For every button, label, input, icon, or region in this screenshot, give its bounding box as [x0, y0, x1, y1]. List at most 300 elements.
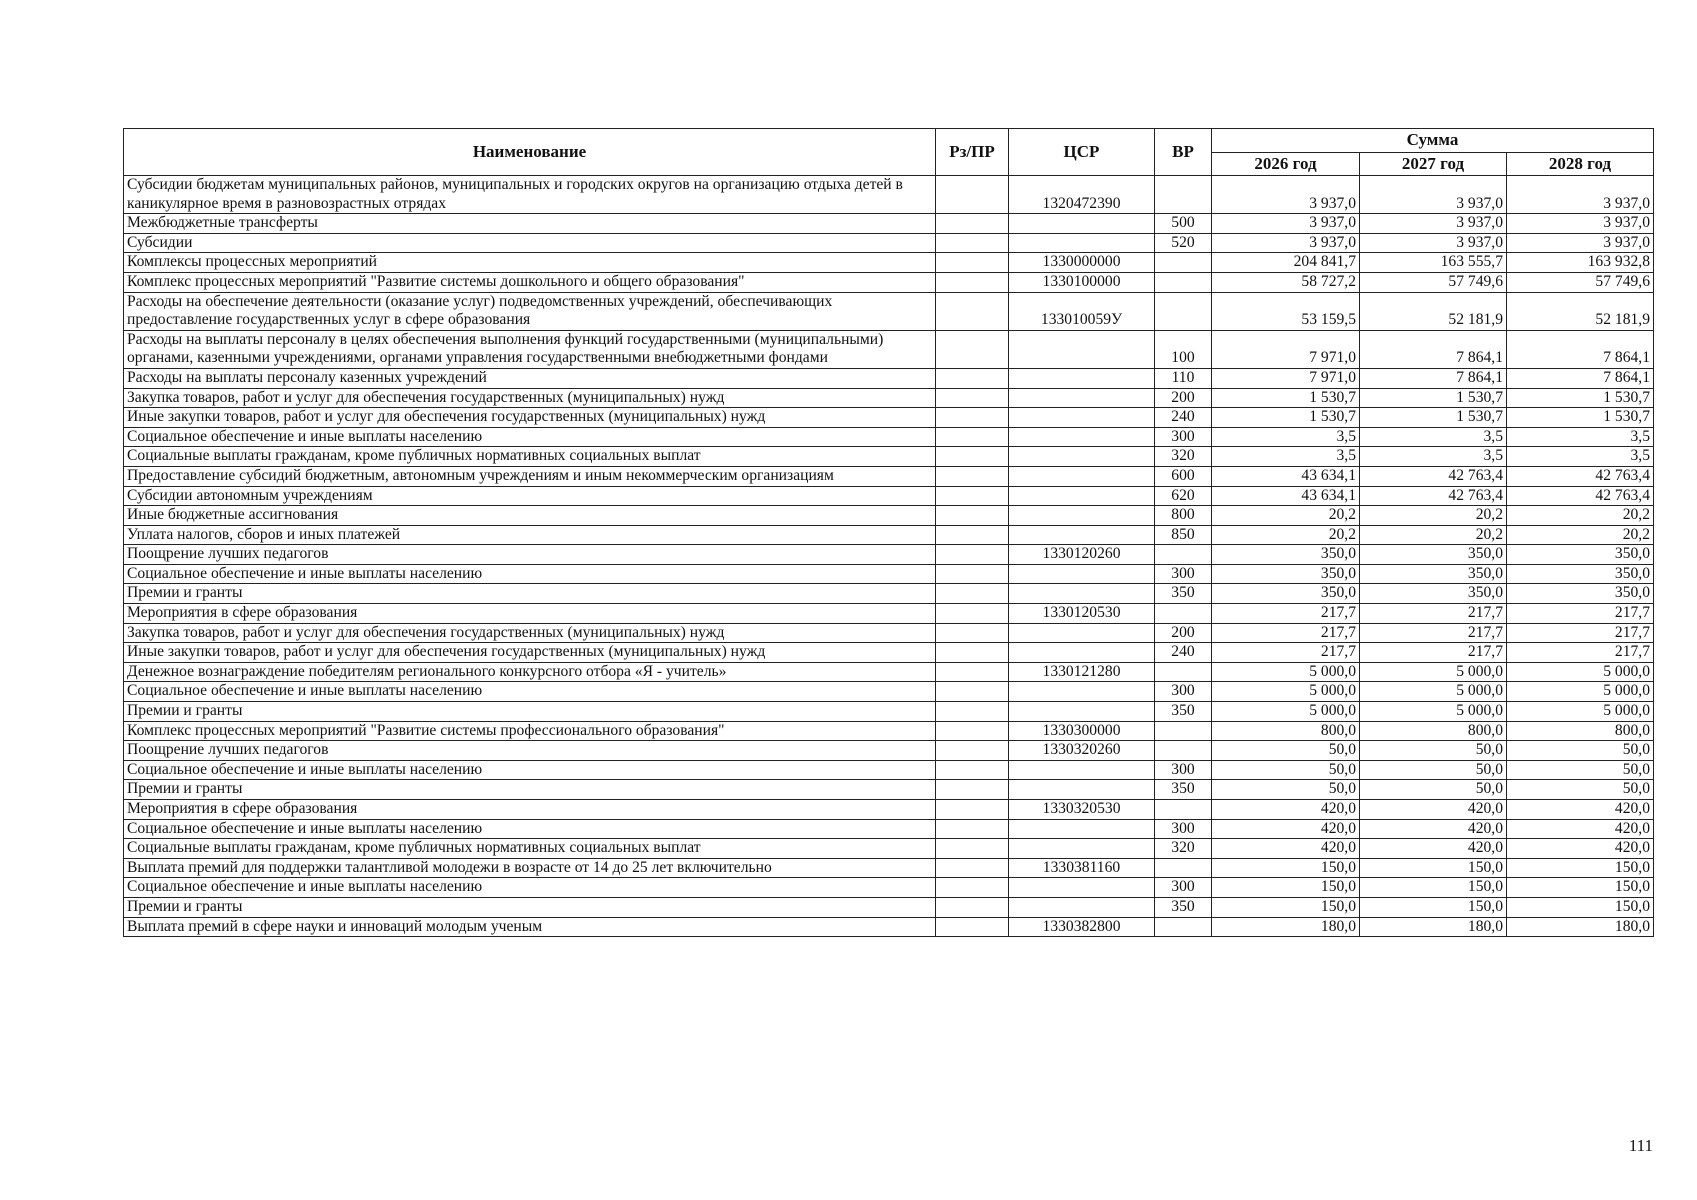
cell-2026: 5 000,0 [1212, 702, 1360, 722]
cell-2026: 50,0 [1212, 780, 1360, 800]
cell-csr [1009, 564, 1155, 584]
cell-rzpr [936, 623, 1009, 643]
cell-vr [1155, 917, 1212, 937]
cell-rzpr [936, 466, 1009, 486]
table-row [124, 702, 1654, 722]
cell-csr [1009, 330, 1155, 368]
cell-2027: 350,0 [1360, 564, 1507, 584]
cell-csr: 1330320260 [1009, 741, 1155, 761]
cell-2028: 3 937,0 [1507, 233, 1654, 253]
cell-2027: 420,0 [1360, 819, 1507, 839]
cell-name: Иные бюджетные ассигнования [124, 506, 936, 526]
cell-csr: 1330100000 [1009, 272, 1155, 292]
cell-2028: 57 749,6 [1507, 272, 1654, 292]
cell-name: Мероприятия в сфере образования [124, 604, 936, 624]
cell-2026: 3 937,0 [1212, 176, 1360, 214]
cell-rzpr [936, 525, 1009, 545]
cell-name: Закупка товаров, работ и услуг для обеспечения государственных (муниципальных) нужд [124, 388, 936, 408]
cell-2028: 150,0 [1507, 878, 1654, 898]
table-row [124, 780, 1654, 800]
cell-vr: 350 [1155, 702, 1212, 722]
cell-2028: 20,2 [1507, 506, 1654, 526]
cell-2028: 420,0 [1507, 839, 1654, 859]
table-row [124, 408, 1654, 428]
table-row [124, 176, 1654, 214]
cell-rzpr [936, 662, 1009, 682]
cell-name: Субсидии [124, 233, 936, 253]
cell-2027: 150,0 [1360, 858, 1507, 878]
cell-2027: 50,0 [1360, 760, 1507, 780]
cell-2028: 7 864,1 [1507, 330, 1654, 368]
cell-rzpr [936, 780, 1009, 800]
cell-2026: 5 000,0 [1212, 662, 1360, 682]
cell-2027: 20,2 [1360, 525, 1507, 545]
cell-2027: 50,0 [1360, 780, 1507, 800]
cell-rzpr [936, 330, 1009, 368]
table-row [124, 486, 1654, 506]
cell-2027: 217,7 [1360, 604, 1507, 624]
table-row [124, 272, 1654, 292]
table-row [124, 545, 1654, 565]
cell-2026: 350,0 [1212, 564, 1360, 584]
cell-vr: 350 [1155, 897, 1212, 917]
cell-2028: 5 000,0 [1507, 662, 1654, 682]
header-name: Наименование [124, 129, 936, 176]
cell-vr: 300 [1155, 878, 1212, 898]
header-year-2027: 2027 год [1360, 153, 1507, 176]
cell-vr: 350 [1155, 780, 1212, 800]
cell-name: Социальное обеспечение и иные выплаты населению [124, 564, 936, 584]
table-row [124, 506, 1654, 526]
cell-2027: 150,0 [1360, 878, 1507, 898]
cell-2027: 1 530,7 [1360, 408, 1507, 428]
cell-name: Премии и гранты [124, 584, 936, 604]
cell-vr: 200 [1155, 623, 1212, 643]
cell-2028: 350,0 [1507, 545, 1654, 565]
cell-2026: 217,7 [1212, 604, 1360, 624]
cell-rzpr [936, 253, 1009, 273]
cell-2026: 43 634,1 [1212, 466, 1360, 486]
cell-2026: 150,0 [1212, 858, 1360, 878]
cell-vr: 240 [1155, 643, 1212, 663]
cell-2026: 350,0 [1212, 545, 1360, 565]
cell-2026: 3,5 [1212, 427, 1360, 447]
cell-csr [1009, 682, 1155, 702]
table-row [124, 682, 1654, 702]
header-sum: Сумма [1212, 129, 1654, 153]
table-row [124, 466, 1654, 486]
cell-2027: 3,5 [1360, 447, 1507, 467]
cell-rzpr [936, 233, 1009, 253]
cell-2027: 800,0 [1360, 721, 1507, 741]
cell-rzpr [936, 486, 1009, 506]
cell-csr [1009, 878, 1155, 898]
cell-2028: 42 763,4 [1507, 486, 1654, 506]
cell-name: Мероприятия в сфере образования [124, 800, 936, 820]
cell-csr [1009, 760, 1155, 780]
cell-2028: 420,0 [1507, 800, 1654, 820]
cell-vr: 620 [1155, 486, 1212, 506]
table-row [124, 839, 1654, 859]
table-row [124, 604, 1654, 624]
cell-2028: 163 932,8 [1507, 253, 1654, 273]
cell-2028: 420,0 [1507, 819, 1654, 839]
cell-2027: 7 864,1 [1360, 330, 1507, 368]
cell-2026: 150,0 [1212, 897, 1360, 917]
cell-name: Премии и гранты [124, 897, 936, 917]
cell-csr [1009, 408, 1155, 428]
table-row [124, 800, 1654, 820]
cell-2026: 58 727,2 [1212, 272, 1360, 292]
table-row [124, 584, 1654, 604]
cell-csr [1009, 486, 1155, 506]
cell-2028: 1 530,7 [1507, 388, 1654, 408]
cell-name: Субсидии автономным учреждениям [124, 486, 936, 506]
cell-rzpr [936, 741, 1009, 761]
cell-vr: 300 [1155, 819, 1212, 839]
table-row [124, 214, 1654, 234]
cell-name: Субсидии бюджетам муниципальных районов, муниципальных и городских округов на организацию отдыха детей в каникулярное время в разновозрастных отрядах [124, 176, 936, 214]
cell-name: Выплата премий для поддержки талантливой молодежи в возрасте от 14 до 25 лет включительно [124, 858, 936, 878]
cell-csr: 1330382800 [1009, 917, 1155, 937]
cell-name: Социальное обеспечение и иные выплаты населению [124, 819, 936, 839]
cell-2027: 1 530,7 [1360, 388, 1507, 408]
cell-2026: 180,0 [1212, 917, 1360, 937]
cell-2028: 3 937,0 [1507, 214, 1654, 234]
cell-2028: 180,0 [1507, 917, 1654, 937]
cell-name: Денежное вознаграждение победителям регионального конкурсного отбора «Я - учитель» [124, 662, 936, 682]
cell-2028: 50,0 [1507, 760, 1654, 780]
cell-2026: 3,5 [1212, 447, 1360, 467]
page-number: 111 [1628, 1136, 1653, 1155]
cell-name: Поощрение лучших педагогов [124, 741, 936, 761]
cell-2026: 43 634,1 [1212, 486, 1360, 506]
header-year-2028: 2028 год [1507, 153, 1654, 176]
cell-2027: 180,0 [1360, 917, 1507, 937]
cell-vr: 110 [1155, 368, 1212, 388]
cell-csr [1009, 623, 1155, 643]
header-vr: ВР [1155, 129, 1212, 176]
cell-2027: 217,7 [1360, 623, 1507, 643]
cell-2026: 50,0 [1212, 760, 1360, 780]
cell-2026: 800,0 [1212, 721, 1360, 741]
table-row [124, 662, 1654, 682]
cell-name: Комплексы процессных мероприятий [124, 253, 936, 273]
cell-csr [1009, 584, 1155, 604]
cell-csr [1009, 214, 1155, 234]
cell-2026: 420,0 [1212, 819, 1360, 839]
cell-2028: 1 530,7 [1507, 408, 1654, 428]
cell-csr: 1320472390 [1009, 176, 1155, 214]
cell-name: Поощрение лучших педагогов [124, 545, 936, 565]
table-row [124, 427, 1654, 447]
cell-name: Социальное обеспечение и иные выплаты населению [124, 760, 936, 780]
cell-2028: 3 937,0 [1507, 176, 1654, 214]
cell-2026: 150,0 [1212, 878, 1360, 898]
table-body [124, 176, 1654, 937]
cell-2027: 420,0 [1360, 839, 1507, 859]
cell-name: Иные закупки товаров, работ и услуг для обеспечения государственных (муниципальных) нужд [124, 643, 936, 663]
cell-2028: 7 864,1 [1507, 368, 1654, 388]
cell-2027: 7 864,1 [1360, 368, 1507, 388]
cell-rzpr [936, 721, 1009, 741]
cell-rzpr [936, 176, 1009, 214]
table-row [124, 643, 1654, 663]
cell-2027: 5 000,0 [1360, 702, 1507, 722]
cell-rzpr [936, 545, 1009, 565]
cell-vr [1155, 741, 1212, 761]
cell-2026: 420,0 [1212, 800, 1360, 820]
cell-2026: 3 937,0 [1212, 214, 1360, 234]
cell-2026: 217,7 [1212, 623, 1360, 643]
cell-2026: 420,0 [1212, 839, 1360, 859]
cell-csr [1009, 897, 1155, 917]
table-row [124, 233, 1654, 253]
cell-name: Предоставление субсидий бюджетным, автономным учреждениям и иным некоммерческим организациям [124, 466, 936, 486]
cell-vr [1155, 662, 1212, 682]
table-row [124, 253, 1654, 273]
cell-2027: 217,7 [1360, 643, 1507, 663]
cell-rzpr [936, 447, 1009, 467]
cell-2027: 3,5 [1360, 427, 1507, 447]
cell-rzpr [936, 408, 1009, 428]
cell-2027: 3 937,0 [1360, 214, 1507, 234]
table-row [124, 447, 1654, 467]
table-row [124, 741, 1654, 761]
cell-2028: 350,0 [1507, 584, 1654, 604]
cell-vr: 850 [1155, 525, 1212, 545]
cell-name: Комплекс процессных мероприятий "Развитие системы профессионального образования" [124, 721, 936, 741]
cell-rzpr [936, 604, 1009, 624]
cell-csr [1009, 819, 1155, 839]
cell-2028: 20,2 [1507, 525, 1654, 545]
cell-rzpr [936, 427, 1009, 447]
cell-2028: 50,0 [1507, 780, 1654, 800]
cell-csr: 1330121280 [1009, 662, 1155, 682]
cell-name: Выплата премий в сфере науки и инноваций молодым ученым [124, 917, 936, 937]
cell-2027: 5 000,0 [1360, 682, 1507, 702]
cell-vr: 320 [1155, 447, 1212, 467]
cell-2026: 53 159,5 [1212, 292, 1360, 330]
table-row [124, 858, 1654, 878]
cell-2027: 163 555,7 [1360, 253, 1507, 273]
cell-vr [1155, 858, 1212, 878]
cell-rzpr [936, 584, 1009, 604]
cell-rzpr [936, 760, 1009, 780]
table-row [124, 564, 1654, 584]
cell-vr: 600 [1155, 466, 1212, 486]
cell-2027: 20,2 [1360, 506, 1507, 526]
cell-2027: 52 181,9 [1360, 292, 1507, 330]
cell-2028: 217,7 [1507, 643, 1654, 663]
table-header [124, 129, 1654, 176]
cell-vr: 300 [1155, 427, 1212, 447]
cell-name: Расходы на обеспечение деятельности (оказание услуг) подведомственных учреждений, обеспечивающих предоставление государственных услуг в сфере образования [124, 292, 936, 330]
cell-2026: 1 530,7 [1212, 408, 1360, 428]
cell-2028: 3,5 [1507, 447, 1654, 467]
cell-csr [1009, 702, 1155, 722]
table-row [124, 917, 1654, 937]
cell-csr: 1330300000 [1009, 721, 1155, 741]
cell-rzpr [936, 897, 1009, 917]
cell-2027: 350,0 [1360, 545, 1507, 565]
cell-rzpr [936, 388, 1009, 408]
cell-vr: 520 [1155, 233, 1212, 253]
table-row [124, 292, 1654, 330]
cell-vr [1155, 176, 1212, 214]
cell-name: Межбюджетные трансферты [124, 214, 936, 234]
cell-vr: 100 [1155, 330, 1212, 368]
cell-2028: 5 000,0 [1507, 702, 1654, 722]
cell-csr [1009, 466, 1155, 486]
table-row [124, 525, 1654, 545]
cell-rzpr [936, 800, 1009, 820]
cell-2026: 5 000,0 [1212, 682, 1360, 702]
cell-csr: 1330381160 [1009, 858, 1155, 878]
cell-rzpr [936, 506, 1009, 526]
cell-2027: 42 763,4 [1360, 486, 1507, 506]
cell-2028: 217,7 [1507, 623, 1654, 643]
cell-vr [1155, 721, 1212, 741]
cell-2026: 3 937,0 [1212, 233, 1360, 253]
cell-csr [1009, 643, 1155, 663]
cell-csr [1009, 506, 1155, 526]
cell-rzpr [936, 214, 1009, 234]
table-row [124, 878, 1654, 898]
cell-rzpr [936, 878, 1009, 898]
cell-rzpr [936, 564, 1009, 584]
table-row [124, 897, 1654, 917]
cell-2026: 7 971,0 [1212, 368, 1360, 388]
cell-rzpr [936, 917, 1009, 937]
cell-2026: 217,7 [1212, 643, 1360, 663]
table-row [124, 760, 1654, 780]
cell-name: Расходы на выплаты персоналу казенных учреждений [124, 368, 936, 388]
cell-2028: 42 763,4 [1507, 466, 1654, 486]
cell-name: Иные закупки товаров, работ и услуг для обеспечения государственных (муниципальных) нужд [124, 408, 936, 428]
cell-name: Социальное обеспечение и иные выплаты населению [124, 427, 936, 447]
cell-2027: 3 937,0 [1360, 233, 1507, 253]
header-csr: ЦСР [1009, 129, 1155, 176]
cell-2026: 350,0 [1212, 584, 1360, 604]
cell-2026: 20,2 [1212, 506, 1360, 526]
cell-vr: 800 [1155, 506, 1212, 526]
cell-2028: 50,0 [1507, 741, 1654, 761]
cell-2026: 7 971,0 [1212, 330, 1360, 368]
cell-csr [1009, 447, 1155, 467]
cell-2026: 1 530,7 [1212, 388, 1360, 408]
cell-2027: 42 763,4 [1360, 466, 1507, 486]
cell-rzpr [936, 643, 1009, 663]
cell-name: Социальное обеспечение и иные выплаты населению [124, 682, 936, 702]
cell-name: Социальные выплаты гражданам, кроме публичных нормативных социальных выплат [124, 839, 936, 859]
cell-2026: 20,2 [1212, 525, 1360, 545]
cell-rzpr [936, 702, 1009, 722]
cell-2027: 5 000,0 [1360, 662, 1507, 682]
cell-vr [1155, 545, 1212, 565]
cell-2028: 5 000,0 [1507, 682, 1654, 702]
cell-vr [1155, 292, 1212, 330]
cell-2028: 800,0 [1507, 721, 1654, 741]
cell-2028: 350,0 [1507, 564, 1654, 584]
cell-vr: 300 [1155, 760, 1212, 780]
cell-name: Расходы на выплаты персоналу в целях обеспечения выполнения функций государственными (муниципальными) органами, казенными учреждениями, органами управления государственными внебюджетными фондами [124, 330, 936, 368]
cell-2028: 52 181,9 [1507, 292, 1654, 330]
cell-rzpr [936, 272, 1009, 292]
cell-2028: 217,7 [1507, 604, 1654, 624]
cell-csr: 1330120260 [1009, 545, 1155, 565]
cell-csr [1009, 780, 1155, 800]
cell-2027: 420,0 [1360, 800, 1507, 820]
cell-2028: 150,0 [1507, 858, 1654, 878]
cell-vr: 500 [1155, 214, 1212, 234]
cell-name: Комплекс процессных мероприятий "Развитие системы дошкольного и общего образования" [124, 272, 936, 292]
cell-vr [1155, 253, 1212, 273]
cell-vr: 200 [1155, 388, 1212, 408]
cell-2028: 150,0 [1507, 897, 1654, 917]
cell-vr: 320 [1155, 839, 1212, 859]
cell-csr [1009, 427, 1155, 447]
cell-2028: 3,5 [1507, 427, 1654, 447]
cell-csr [1009, 388, 1155, 408]
table-row [124, 330, 1654, 368]
table-row [124, 721, 1654, 741]
cell-csr [1009, 839, 1155, 859]
cell-csr [1009, 233, 1155, 253]
cell-2027: 50,0 [1360, 741, 1507, 761]
cell-2027: 150,0 [1360, 897, 1507, 917]
cell-vr: 300 [1155, 682, 1212, 702]
cell-csr: 1330120530 [1009, 604, 1155, 624]
cell-csr [1009, 368, 1155, 388]
table-row [124, 388, 1654, 408]
cell-2026: 204 841,7 [1212, 253, 1360, 273]
table-row [124, 368, 1654, 388]
cell-rzpr [936, 858, 1009, 878]
cell-vr [1155, 800, 1212, 820]
cell-rzpr [936, 292, 1009, 330]
cell-vr: 350 [1155, 584, 1212, 604]
cell-vr: 240 [1155, 408, 1212, 428]
table-row [124, 819, 1654, 839]
cell-name: Уплата налогов, сборов и иных платежей [124, 525, 936, 545]
cell-name: Премии и гранты [124, 702, 936, 722]
cell-csr [1009, 525, 1155, 545]
cell-2027: 57 749,6 [1360, 272, 1507, 292]
cell-vr: 300 [1155, 564, 1212, 584]
cell-vr [1155, 272, 1212, 292]
cell-name: Социальное обеспечение и иные выплаты населению [124, 878, 936, 898]
cell-2027: 3 937,0 [1360, 176, 1507, 214]
cell-csr: 133010059У [1009, 292, 1155, 330]
cell-2027: 350,0 [1360, 584, 1507, 604]
cell-name: Закупка товаров, работ и услуг для обеспечения государственных (муниципальных) нужд [124, 623, 936, 643]
table-row [124, 623, 1654, 643]
cell-rzpr [936, 839, 1009, 859]
cell-name: Социальные выплаты гражданам, кроме публичных нормативных социальных выплат [124, 447, 936, 467]
cell-2026: 50,0 [1212, 741, 1360, 761]
header-year-2026: 2026 год [1212, 153, 1360, 176]
cell-name: Премии и гранты [124, 780, 936, 800]
budget-table [123, 128, 1654, 937]
cell-rzpr [936, 819, 1009, 839]
cell-rzpr [936, 368, 1009, 388]
cell-csr: 1330320530 [1009, 800, 1155, 820]
cell-rzpr [936, 682, 1009, 702]
cell-csr: 1330000000 [1009, 253, 1155, 273]
cell-vr [1155, 604, 1212, 624]
header-rzpr: Рз/ПР [936, 129, 1009, 176]
